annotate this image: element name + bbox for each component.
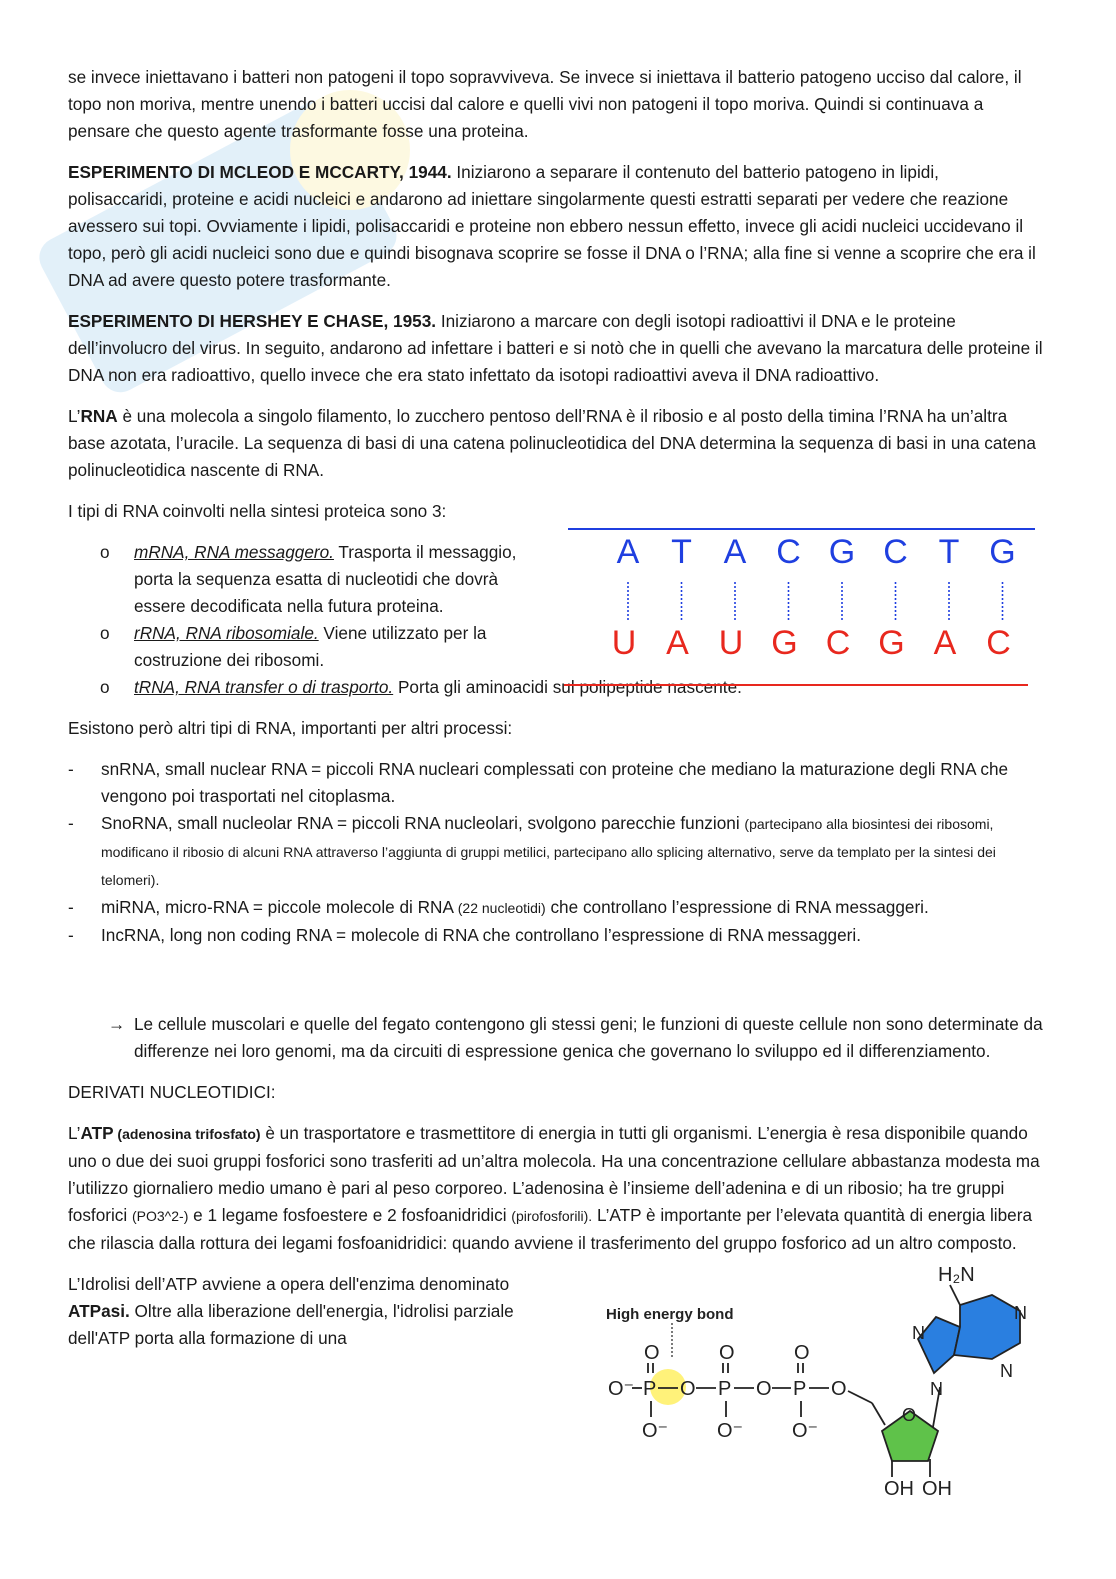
high-energy-bond-label: High energy bond xyxy=(606,1306,734,1323)
list-bullet: o xyxy=(100,623,110,643)
oxygen-label: O xyxy=(719,1342,735,1364)
section-title-nucleotide-derivatives: DERIVATI NUCLEOTIDICI: xyxy=(68,1082,276,1102)
hydroxyl-label: OH xyxy=(884,1478,914,1500)
list-item-trna: o tRNA, RNA transfer o di trasporto. Porta gli aminoacidi sul polipeptide nascente. xyxy=(68,674,1034,701)
list-bullet: o xyxy=(100,542,110,562)
atp-structure-figure xyxy=(600,1255,1045,1505)
oxygen-label: O xyxy=(794,1342,810,1364)
dna-base-letter: A xyxy=(723,533,747,571)
rna-base-letter: A xyxy=(933,624,957,662)
list-item-mrna: o mRNA, RNA messaggero. Trasporta il messaggio, porta la sequenza esatta di nucleotidi che dovrà essere decodificata nella futura proteina. xyxy=(68,539,544,620)
rna-base-letter: A xyxy=(666,624,689,662)
paragraph-mcleod-mccarty: ESPERIMENTO DI MCLEOD E MCCARTY, 1944. Iniziarono a separare il contenuto del batterio patogeno in lipidi, polisaccaridi, proteine e acidi nucleici e andarono ad iniettare singolarmente questi estratti separati per vedere che reazione avessero sui topi. Ovviamente i lipidi, polisaccaridi e proteine non ebbero nessun effetto, invece gli acidi nucleici uccidevano il topo, però gli acidi nucleici sono due e quindi bisognava scoprire se fosse il DNA o l’RNA; alla fine si venne a scoprire che era il DNA ad avere questo potere trasformante. xyxy=(68,162,1036,290)
phosphorus-label: P xyxy=(643,1378,657,1400)
dna-base-letter: C xyxy=(883,533,908,571)
rna-base-letter: G xyxy=(771,624,798,662)
list-item-mirna: - miRNA, micro-RNA = piccole molecole di RNA (22 nucleotidi) che controllano l’espressione di RNA messaggeri. xyxy=(68,897,929,917)
rna-base-letter: U xyxy=(611,624,637,662)
o-minus-label: O⁻ xyxy=(642,1420,669,1442)
dna-rna-sequence-figure xyxy=(560,520,1040,692)
dna-base-letter: T xyxy=(938,533,960,571)
ribose-oxygen-label: O xyxy=(902,1405,917,1425)
paragraph-hershey-chase: ESPERIMENTO DI HERSHEY E CHASE, 1953. Iniziarono a marcare con degli isotopi radioattivi il DNA e le proteine dell’involucro del virus. In seguito, andarono ad infettare i batteri e si notò che in quelli che avevano la marcatura delle proteine il DNA non era radioattivo, quello invece che era stato infettato da isotopi radioattivi aveva il DNA radioattivo. xyxy=(68,311,1043,385)
nitrogen-label: N xyxy=(1014,1303,1027,1323)
phosphorus-label: P xyxy=(793,1378,807,1400)
dna-base-letter: G xyxy=(989,533,1016,571)
nitrogen-label: N xyxy=(1000,1361,1013,1381)
paragraph-rna-definition: L’RNA è una molecola a singolo filamento, lo zucchero pentoso dell’RNA è il ribosio e al posto della timina l’RNA ha un’altra base azotata, l’uracile. La sequenza di basi di una catena polinucleotidica del DNA determina la sequenza di basi in una catena polinucleotidica nascente di RNA. xyxy=(68,406,1036,480)
paragraph-other-rna-intro: Esistono però altri tipi di RNA, importanti per altri processi: xyxy=(68,718,513,738)
paragraph-atp-hydrolysis: L’Idrolisi dell’ATP avviene a opera dell'enzima denominato ATPasi. Oltre alla liberazione dell'energia, l'idrolisi parziale dell'ATP porta alla formazione di una xyxy=(68,1274,514,1348)
phosphorus-label: P xyxy=(718,1378,732,1400)
other-rna-list xyxy=(68,756,1043,949)
oxygen-label: O xyxy=(756,1378,772,1400)
list-item-snorna: - SnoRNA, small nucleolar RNA = piccoli RNA nucleolari, svolgono parecchie funzioni (partecipano alla biosintesi dei ribosomi, modificano il ribosio di alcuni RNA attraverso l’aggiunta di gruppi metilici, partecipano allo splicing alternativo, serve da templato per la sintesi dei telomeri). xyxy=(68,813,996,888)
dna-base-letter: T xyxy=(671,533,692,571)
arrow-right-icon: → xyxy=(108,1014,126,1034)
rna-base-letter: C xyxy=(986,624,1011,662)
oxygen-label: O xyxy=(831,1378,847,1400)
list-item-rrna: o rRNA, RNA ribosomiale. Viene utilizzato per la costruzione dei ribosomi. xyxy=(68,620,544,674)
term-rna: RNA xyxy=(80,406,118,426)
list-item-snrna: - snRNA, small nuclear RNA = piccoli RNA nucleari complessati con proteine che mediano la maturazione degli RNA che vengono poi trasportati nel citoplasma. xyxy=(68,759,1009,806)
oxygen-label: O xyxy=(644,1342,660,1364)
term-atpasi: ATPasi. xyxy=(68,1301,130,1321)
list-item-lncrna: - IncRNA, long non coding RNA = molecole di RNA che controllano l’espressione di RNA messaggeri. xyxy=(68,925,861,945)
rna-base-letter: C xyxy=(825,624,851,662)
rna-base-letter: G xyxy=(878,624,905,662)
term-atp: ATP xyxy=(80,1123,114,1143)
nitrogen-label: N xyxy=(912,1323,925,1343)
paragraph-atp: L’ATP (adenosina trifosfato) è un trasportatore e trasmettitore di energia in tutti gli organismi. L’energia è resa disponibile quando uno o due dei suoi gruppi fosforici sono trasferiti ad un’altra molecola. Ha una concentrazione cellulare abbastanza modesta ma l’utilizzo giornaliero medio umano è pari al peso corporeo. L’adenosina è l’insieme dell’adenina e di un ribosio; ha tre gruppi fosforici (PO3^2-) e 1 legame fosfoestere e 2 fosfoanidridici (pirofosforili). L’ATP è importante per l’elevata quantità di energia libera che rilascia dalla rottura dei legami fosfoanidridici: quando avviene il trasferimento del gruppo fosforico ad un altro composto. xyxy=(68,1123,1040,1253)
dna-base-letter: C xyxy=(776,533,801,571)
heading-mcleod-mccarty: ESPERIMENTO DI MCLEOD E MCCARTY, 1944. xyxy=(68,162,452,182)
paragraph-rna-types-intro: I tipi di RNA coinvolti nella sintesi proteica sono 3: xyxy=(68,501,447,521)
nitrogen-label: N xyxy=(930,1379,943,1399)
rna-base-letter: U xyxy=(718,624,744,662)
amine-label: H₂N xyxy=(938,1264,975,1286)
hydroxyl-label: OH xyxy=(922,1478,952,1500)
list-bullet: o xyxy=(100,677,110,697)
arrow-note: → Le cellule muscolari e quelle del fegato contengono gli stessi geni; le funzioni di queste cellule non sono determinate da differenze nei loro genomi, ma da circuiti di espressione genica che governano lo sviluppo ed il differenziamento. xyxy=(68,1011,1043,1065)
o-minus-label: O⁻ xyxy=(717,1420,744,1442)
o-minus-label: O⁻ xyxy=(792,1420,819,1442)
dna-base-letter: A xyxy=(616,533,640,571)
document-body xyxy=(68,64,1043,1366)
dna-base-letter: G xyxy=(828,533,856,571)
oxygen-label: O xyxy=(680,1378,696,1400)
o-minus-label: O⁻ xyxy=(608,1378,635,1400)
paragraph-griffith-conclusion: se invece iniettavano i batteri non patogeni il topo sopravviveva. Se invece si iniettava il batterio patogeno ucciso dal calore, il topo non moriva, mentre unendo i batteri uccisi dal calore e quelli vivi non patogeni il topo moriva. Quindi si continuava a pensare che questo agente trasformante fosse una proteina. xyxy=(68,67,1022,141)
heading-hershey-chase: ESPERIMENTO DI HERSHEY E CHASE, 1953. xyxy=(68,311,437,331)
adenine-six-ring xyxy=(954,1295,1020,1359)
